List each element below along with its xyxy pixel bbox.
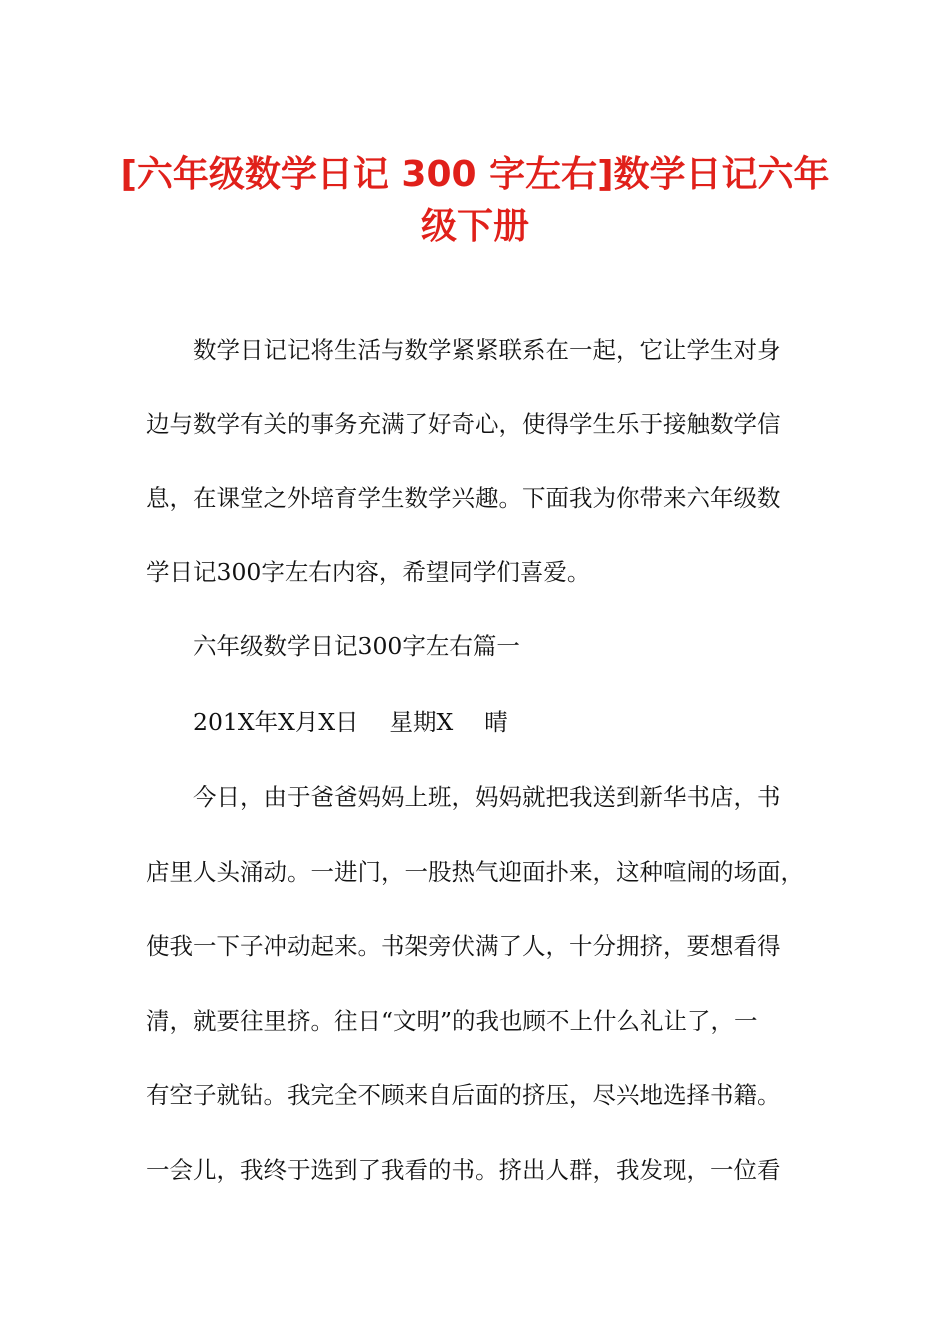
paragraph-line: 息，在课堂之外培育学生数学兴趣。下面我为你带来六年级数	[146, 484, 781, 512]
paragraph-line: 有空子就钻。我完全不顾来自后面的挤压，尽兴地选择书籍。	[146, 1081, 781, 1109]
section-heading: 六年级数学日记300字左右篇一	[193, 632, 520, 660]
paragraph-line: 店里人头涌动。一进门，一股热气迎面扑来，这种喧闹的场面，	[146, 858, 804, 886]
date-line: 201X年X月X日 星期X 晴	[193, 708, 508, 736]
paragraph-line: 数学日记记将生活与数学紧紧联系在一起，它让学生对身	[193, 336, 781, 364]
document-title-line-2: 级下册	[420, 206, 529, 247]
paragraph-line: 一会儿，我终于选到了我看的书。挤出人群，我发现，一位看	[146, 1156, 781, 1184]
paragraph-line: 清，就要往里挤。往日“文明”的我也顾不上什么礼让了，一	[146, 1007, 758, 1035]
paragraph-line: 边与数学有关的事务充满了好奇心，使得学生乐于接触数学信	[146, 410, 781, 438]
paragraph-line: 使我一下子冲动起来。书架旁伏满了人，十分拥挤，要想看得	[146, 932, 781, 960]
document-title-line-1: [六年级数学日记 300 字左右]数学日记六年	[120, 154, 830, 195]
paragraph-line: 学日记300字左右内容，希望同学们喜爱。	[146, 558, 591, 586]
paragraph-line: 今日，由于爸爸妈妈上班，妈妈就把我送到新华书店，书	[193, 783, 781, 811]
